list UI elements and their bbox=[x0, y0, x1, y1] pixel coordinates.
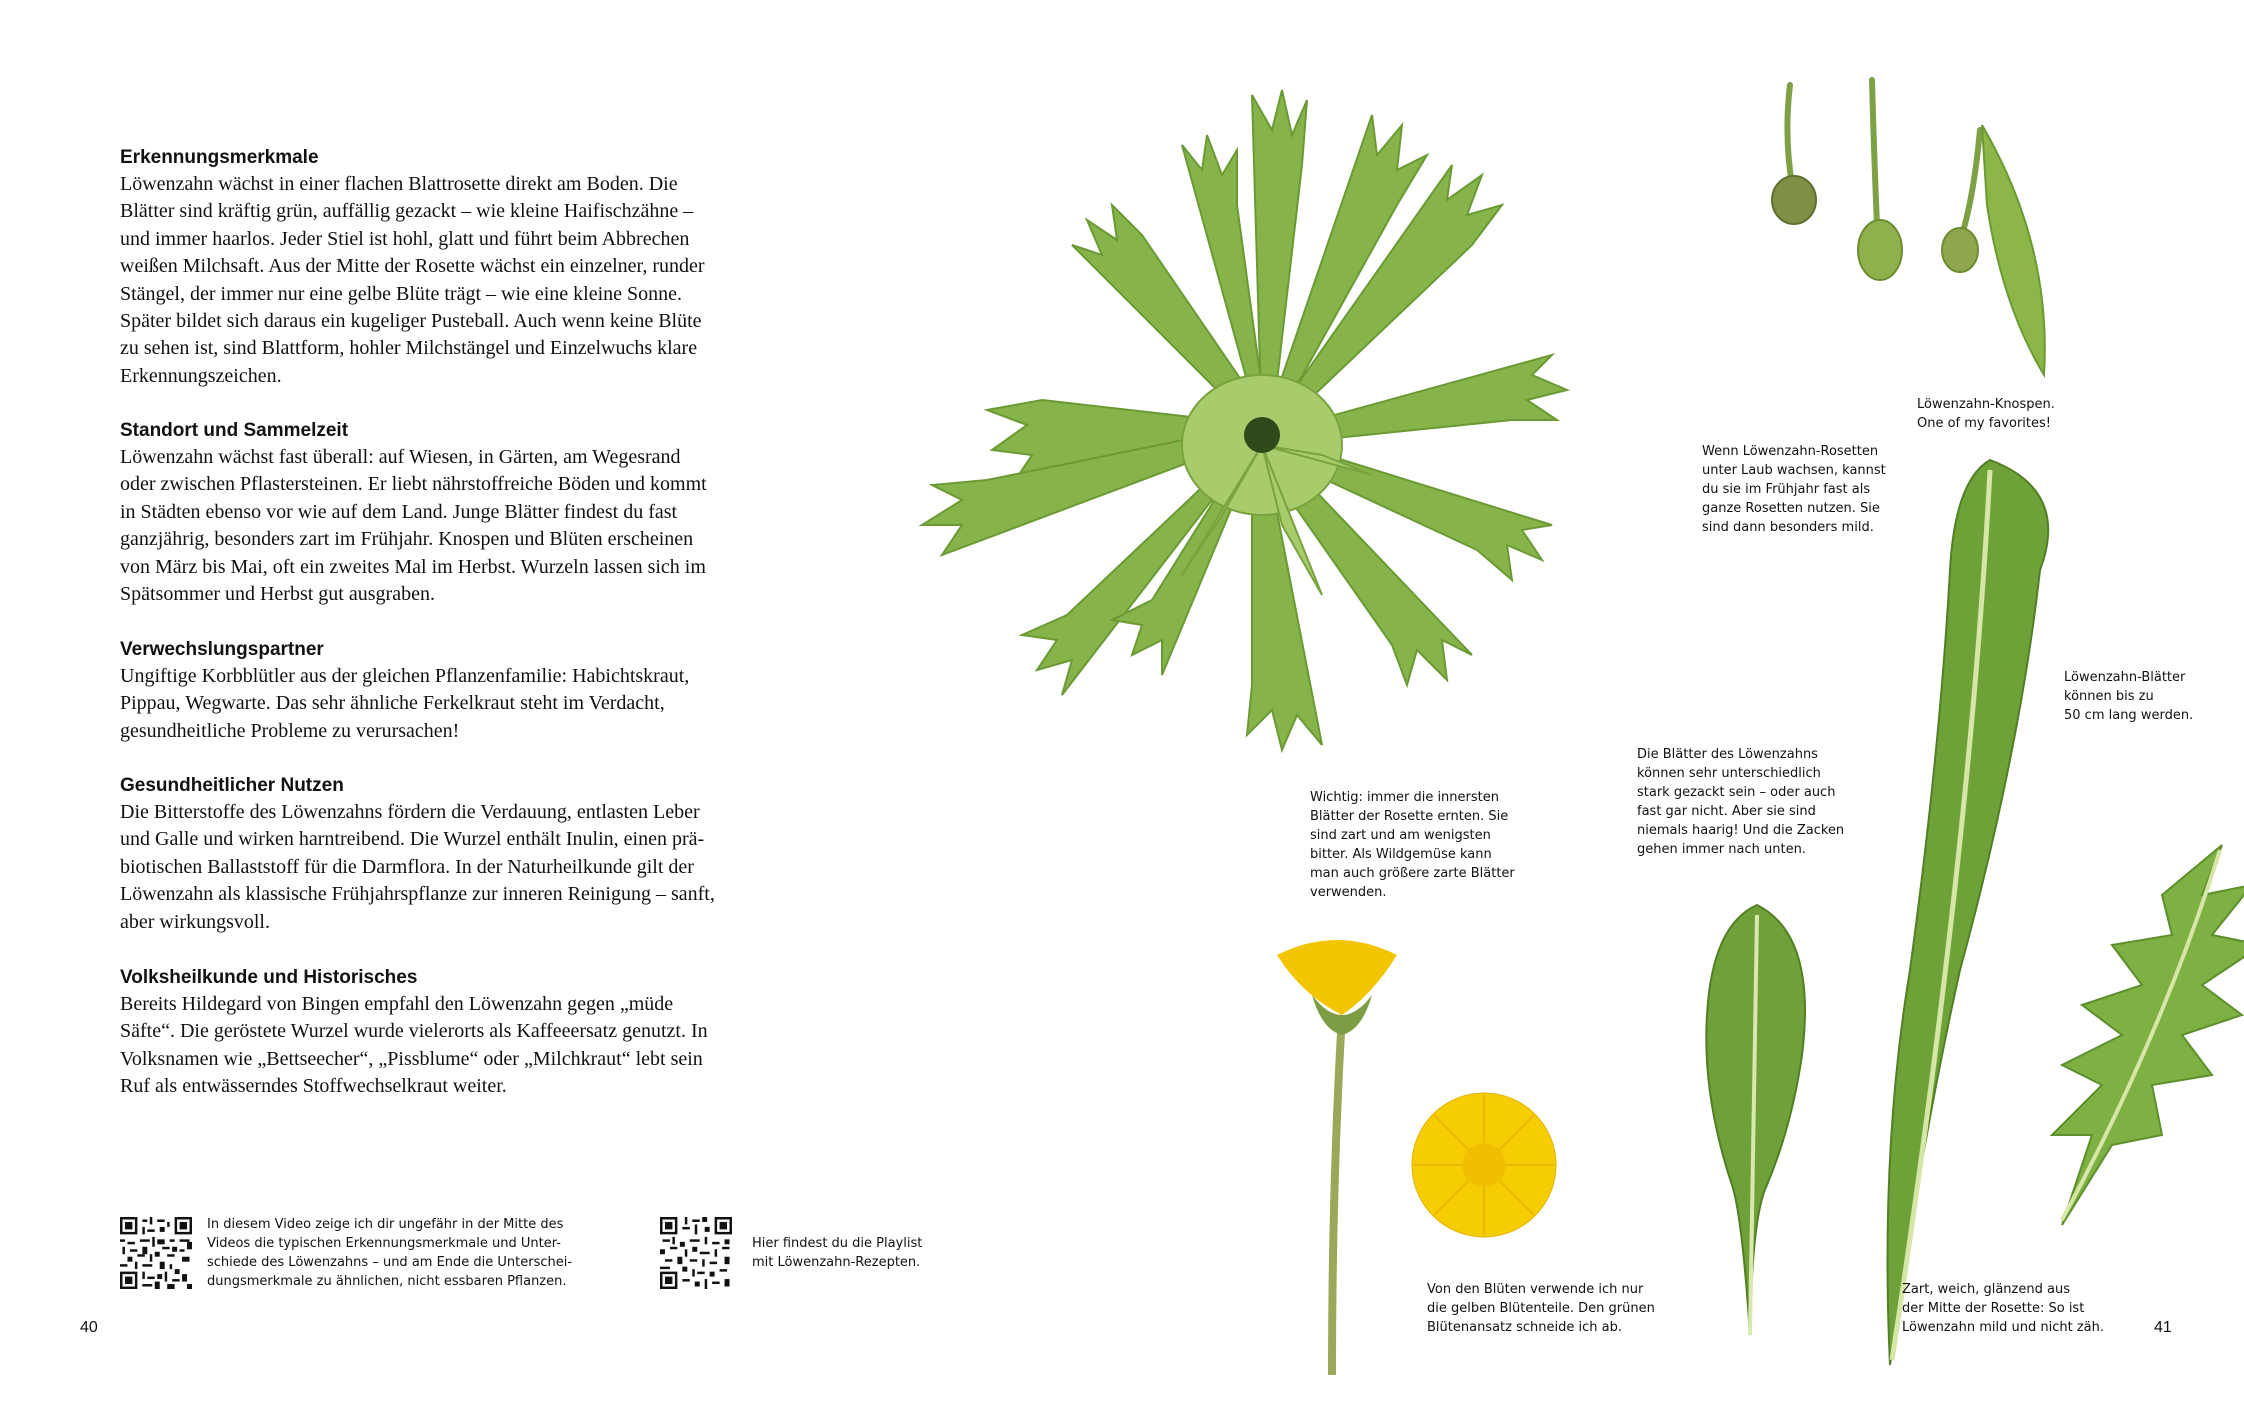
caption-line: Videos die typischen Erkennungsmerkmale und Unter- bbox=[207, 1236, 561, 1251]
dandelion-buds-image bbox=[1762, 75, 2062, 385]
section-volksheilkunde bbox=[120, 965, 745, 1101]
body-line: Ungiftige Korbblütler aus der gleichen Pflanzenfamilie: Habichtskraut, bbox=[120, 665, 690, 687]
caption-line: sind dann besonders mild. bbox=[1702, 520, 1874, 535]
section-standort bbox=[120, 418, 745, 608]
caption-line: 50 cm lang werden. bbox=[2064, 708, 2194, 723]
caption-line: One of my favorites! bbox=[1917, 416, 2051, 431]
flower-top-image bbox=[1404, 1085, 1564, 1245]
qr-code-playlist[interactable] bbox=[660, 1217, 732, 1289]
caption-line: dungsmerkmale zu ähnlichen, nicht essbaren Pflanzen. bbox=[207, 1274, 567, 1289]
body-line: Die Bitterstoffe des Löwenzahns fördern die Verdauung, entlasten Leber bbox=[120, 801, 700, 823]
bud-stem-1 bbox=[1787, 85, 1792, 185]
caption-line: niemals haarig! Und die Zacken bbox=[1637, 823, 1845, 838]
caption-line: können sehr unterschiedlich bbox=[1637, 766, 1821, 781]
body-line: von März bis Mai, oft ein zweites Mal im Herbst. Wurzeln lassen sich im bbox=[120, 555, 706, 578]
page-number-left: 40 bbox=[80, 1319, 98, 1336]
body-line: Säfte“. Die geröstete Wurzel wurde vielerorts als Kaffeeersatz genutzt. In bbox=[120, 1020, 708, 1043]
section-erkennungsmerkmale bbox=[120, 145, 745, 390]
body-line: Ruf als entwässerndes Stoffwechselkraut weiter. bbox=[120, 1075, 507, 1098]
caption-line: schiede des Löwenzahns – und am Ende die Unterschei- bbox=[207, 1255, 573, 1270]
section-gesundheitlicher-nutzen bbox=[120, 773, 745, 936]
caption-rosette-laub bbox=[1702, 442, 1902, 537]
caption-center bbox=[1902, 1280, 2132, 1337]
small-leaf-image bbox=[1692, 895, 1822, 1355]
caption-flowers bbox=[1427, 1280, 1687, 1337]
body-line: aber wirkungsvoll. bbox=[120, 910, 270, 933]
caption-line: Blütenansatz schneide ich ab. bbox=[1427, 1320, 1622, 1335]
caption-line: Wenn Löwenzahn-Rosetten bbox=[1702, 444, 1879, 459]
body-line: biotischen Ballaststoff für die Darmflora. In der Naturheilkunde gilt der bbox=[120, 855, 694, 878]
body-line: ganzjährig, besonders zart im Frühjahr. Knospen und Blüten erscheinen bbox=[120, 528, 694, 551]
caption-line: Wichtig: immer die innersten bbox=[1310, 790, 1499, 805]
caption-line: Zart, weich, glänzend aus bbox=[1902, 1282, 2070, 1297]
caption-important bbox=[1310, 788, 1540, 902]
body-line: Spätsommer und Herbst gut ausgraben. bbox=[120, 583, 435, 606]
body-line: gesundheitliche Probleme zu verursachen! bbox=[120, 719, 460, 742]
jagged-leaf-image bbox=[1962, 835, 2244, 1235]
caption-line: Löwenzahn-Blätter bbox=[2064, 670, 2186, 685]
caption-line: Löwenzahn-Knospen. bbox=[1917, 397, 2055, 412]
bud-leaf bbox=[1982, 125, 2045, 375]
caption-buds bbox=[1917, 395, 2087, 433]
caption-line: Löwenzahn mild und nicht zäh. bbox=[1902, 1320, 2105, 1335]
body-line: und immer haarlos. Jeder Stiel ist hohl, glatt und führt beim Abbrechen bbox=[120, 227, 690, 250]
caption-line: man auch größere zarte Blätter bbox=[1310, 866, 1515, 881]
section-heading: Gesundheitlicher Nutzen bbox=[120, 775, 344, 796]
caption-line: In diesem Video zeige ich dir ungefähr in der Mitte des bbox=[207, 1217, 564, 1232]
body-line: zu sehen ist, sind Blattform, hohler Milchstängel und Einzelwuchs klare bbox=[120, 337, 698, 360]
caption-leaf-shape bbox=[1637, 745, 1857, 859]
caption-line: mit Löwenzahn-Rezepten. bbox=[752, 1255, 921, 1270]
caption-line: Von den Blüten verwende ich nur bbox=[1427, 1282, 1644, 1297]
bud-stem-2 bbox=[1872, 80, 1877, 225]
caption-line: unter Laub wachsen, kannst bbox=[1702, 463, 1886, 478]
caption-line: gehen immer nach unten. bbox=[1637, 842, 1806, 857]
bud-stem-3 bbox=[1962, 130, 1980, 235]
body-line: Erkennungszeichen. bbox=[120, 364, 282, 387]
flower-side-image bbox=[1272, 935, 1402, 1380]
body-line: Löwenzahn wächst in einer flachen Blattrosette direkt am Boden. Die bbox=[120, 173, 678, 195]
caption-line: bitter. Als Wildgemüse kann bbox=[1310, 847, 1492, 862]
caption-line: Die Blätter des Löwenzahns bbox=[1637, 747, 1818, 762]
body-line: oder zwischen Pflastersteinen. Er liebt nährstoffreiche Böden und kommt bbox=[120, 473, 707, 496]
caption-line: sind zart und am wenigsten bbox=[1310, 828, 1491, 843]
qr-code-icon bbox=[660, 1217, 732, 1289]
caption-line: verwenden. bbox=[1310, 885, 1387, 900]
body-line: weißen Milchsaft. Aus der Mitte der Rosette wächst ein einzelner, runder bbox=[120, 255, 705, 278]
section-heading: Verwechslungspartner bbox=[120, 639, 324, 660]
caption-line: du sie im Frühjahr fast als bbox=[1702, 482, 1871, 497]
qr-note-playlist bbox=[752, 1234, 992, 1272]
caption-line: ganze Rosetten nutzen. Sie bbox=[1702, 501, 1880, 516]
caption-line: Blätter der Rosette ernten. Sie bbox=[1310, 809, 1509, 824]
qr-code-icon bbox=[120, 1217, 192, 1289]
caption-leaf-length bbox=[2064, 668, 2214, 725]
body-line: Volksnamen wie „Bettseecher“, „Pissblume“ oder „Milchkraut“ lebt sein bbox=[120, 1047, 703, 1070]
body-line: und Galle und wirken harntreibend. Die Wurzel enthält Inulin, einen prä- bbox=[120, 828, 705, 851]
body-line: Später bildet sich daraus ein kugeliger Pusteball. Auch wenn keine Blüte bbox=[120, 310, 702, 333]
right-page bbox=[1122, 0, 2244, 1417]
caption-line: fast gar nicht. Aber sie sind bbox=[1637, 804, 1816, 819]
body-line: Löwenzahn wächst fast überall: auf Wiesen, in Gärten, am Wegesrand bbox=[120, 446, 681, 468]
section-heading: Standort und Sammelzeit bbox=[120, 420, 349, 441]
body-line: Blätter sind kräftig grün, auffällig gezackt – wie kleine Haifischzähne – bbox=[120, 200, 694, 223]
caption-line: die gelben Blütenteile. Den grünen bbox=[1427, 1301, 1655, 1316]
section-verwechslungspartner bbox=[120, 637, 745, 745]
qr-note-video bbox=[207, 1215, 627, 1291]
dandelion-rosette-image bbox=[852, 55, 1672, 755]
caption-line: der Mitte der Rosette: So ist bbox=[1902, 1301, 2085, 1316]
body-line: Pippau, Wegwarte. Das sehr ähnliche Ferkelkraut steht im Verdacht, bbox=[120, 692, 665, 715]
body-line: Löwenzahn als klassische Frühjahrspflanze zur inneren Reinigung – sanft, bbox=[120, 883, 715, 906]
section-heading: Volksheilkunde und Historisches bbox=[120, 967, 418, 988]
section-heading: Erkennungsmerkmale bbox=[120, 147, 319, 168]
body-line: Stängel, der immer nur eine gelbe Blüte trägt – wie eine kleine Sonne. bbox=[120, 282, 683, 305]
page-number-right: 41 bbox=[2154, 1319, 2172, 1336]
caption-line: stark gezackt sein – oder auch bbox=[1637, 785, 1836, 800]
qr-code-video[interactable] bbox=[120, 1217, 192, 1289]
body-line: Bereits Hildegard von Bingen empfahl den Löwenzahn gegen „müde bbox=[120, 993, 674, 1015]
rosette-heart bbox=[1244, 417, 1280, 453]
caption-line: Hier findest du die Playlist bbox=[752, 1236, 923, 1251]
caption-line: können bis zu bbox=[2064, 689, 2154, 704]
body-line: in Städten ebenso vor wie auf dem Land. Junge Blätter findest du fast bbox=[120, 500, 678, 523]
